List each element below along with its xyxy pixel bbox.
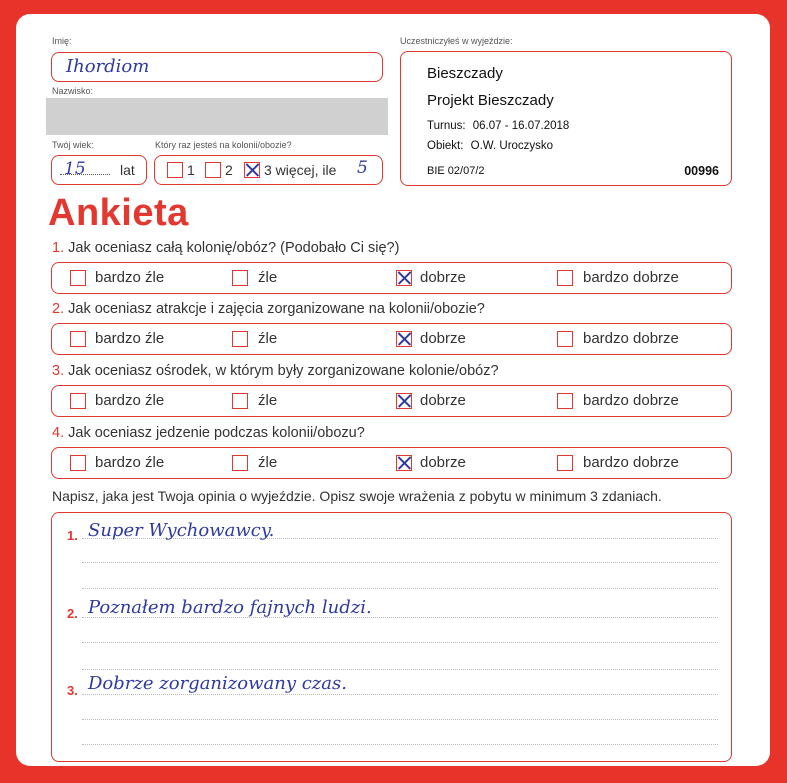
form-number: 00996	[684, 164, 719, 178]
turnus-label: Turnus:	[427, 120, 466, 132]
opinion-2-text: Poznałem bardzo fajnych ludzi.	[88, 597, 372, 618]
question-2-options	[51, 323, 732, 355]
q4-checkbox-bardzo-dobrze[interactable]	[557, 455, 573, 471]
question-1-text: Jak oceniasz całą kolonię/obóz? (Podobało Ci się?)	[68, 240, 400, 256]
writing-line	[82, 744, 718, 745]
q1-option-bardzo-dobrze: bardzo dobrze	[583, 269, 679, 286]
q3-option-bardzo-zle: bardzo źle	[95, 392, 165, 409]
project-name: Projekt Bieszczady	[427, 92, 554, 109]
q4-checkbox-bardzo-zle[interactable]	[70, 455, 86, 471]
writing-line	[82, 642, 718, 643]
opinion-2-number: 2.	[67, 606, 78, 621]
writing-line	[82, 669, 718, 670]
times-label: Który raz jesteś na kolonii/obozie?	[155, 140, 292, 150]
obiekt-value: O.W. Uroczysko	[470, 140, 554, 152]
times-checkbox-3[interactable]	[244, 162, 260, 178]
q2-option-bardzo-zle: bardzo źle	[95, 330, 165, 347]
age-label: Twój wiek:	[52, 140, 94, 150]
opinion-1-number: 1.	[67, 528, 78, 543]
obiekt-label: Obiekt:	[427, 140, 464, 152]
q4-option-dobrze: dobrze	[420, 454, 466, 471]
opinion-prompt: Napisz, jaka jest Twoja opinia o wyjeździe. Opisz swoje wrażenia z pobytu w minimum 3 zdaniach.	[52, 488, 662, 504]
q2-checkbox-bardzo-dobrze[interactable]	[557, 331, 573, 347]
q4-checkbox-dobrze[interactable]	[396, 455, 412, 471]
q4-checkbox-zle[interactable]	[232, 455, 248, 471]
trip-code: BIE 02/07/2	[427, 165, 485, 177]
q3-checkbox-dobrze[interactable]	[396, 393, 412, 409]
question-2-number: 2.	[52, 301, 65, 317]
times-count: 5	[357, 158, 368, 178]
question-3-text: Jak oceniasz ośrodek, w którym były zorganizowane kolonie/obóz?	[68, 363, 499, 379]
q2-option-bardzo-dobrze: bardzo dobrze	[583, 330, 679, 347]
question-1-options	[51, 262, 732, 294]
question-4	[52, 425, 365, 441]
q1-option-zle: źle	[258, 269, 278, 286]
surname-redacted	[46, 98, 388, 135]
q1-checkbox-zle[interactable]	[232, 270, 248, 286]
q4-option-zle: źle	[258, 454, 278, 471]
question-2-text: Jak oceniasz atrakcje i zajęcia zorganizowane na kolonii/obozie?	[68, 301, 485, 317]
question-4-options	[51, 447, 732, 479]
q3-checkbox-bardzo-zle[interactable]	[70, 393, 86, 409]
writing-line	[82, 719, 718, 720]
q1-option-dobrze: dobrze	[420, 269, 466, 286]
survey-title: Ankieta	[48, 192, 189, 234]
opinion-box[interactable]	[51, 512, 732, 762]
question-1	[52, 240, 399, 256]
q4-option-bardzo-zle: bardzo źle	[95, 454, 165, 471]
name-value: Ihordiom	[66, 56, 150, 77]
q2-checkbox-zle[interactable]	[232, 331, 248, 347]
opinion-3-number: 3.	[67, 683, 78, 698]
q3-option-bardzo-dobrze: bardzo dobrze	[583, 392, 679, 409]
q3-option-dobrze: dobrze	[420, 392, 466, 409]
q2-checkbox-bardzo-zle[interactable]	[70, 331, 86, 347]
question-4-text: Jak oceniasz jedzenie podczas kolonii/obozu?	[68, 425, 365, 441]
age-value: 15	[64, 159, 86, 179]
opinion-3-text: Dobrze zorganizowany czas.	[88, 673, 347, 694]
question-3-options	[51, 385, 732, 417]
question-3-number: 3.	[52, 363, 65, 379]
writing-line	[82, 588, 718, 589]
name-field[interactable]	[51, 52, 383, 82]
surname-label: Nazwisko:	[52, 86, 94, 96]
age-unit: lat	[120, 162, 135, 178]
trip-name: Bieszczady	[427, 65, 503, 82]
question-2	[52, 301, 485, 317]
q3-option-zle: źle	[258, 392, 278, 409]
turnus-value: 06.07 - 16.07.2018	[472, 120, 570, 132]
q3-checkbox-bardzo-dobrze[interactable]	[557, 393, 573, 409]
participant-box	[400, 51, 732, 186]
name-label: Imię:	[52, 36, 72, 46]
q1-checkbox-bardzo-dobrze[interactable]	[557, 270, 573, 286]
q2-option-dobrze: dobrze	[420, 330, 466, 347]
times-option-1: 1	[187, 162, 195, 178]
q2-option-zle: źle	[258, 330, 278, 347]
writing-line	[82, 562, 718, 563]
participant-label: Uczestniczyłeś w wyjeździe:	[400, 36, 513, 46]
times-field	[154, 155, 383, 185]
times-checkbox-1[interactable]	[167, 162, 183, 178]
question-4-number: 4.	[52, 425, 65, 441]
question-1-number: 1.	[52, 240, 65, 256]
q4-option-bardzo-dobrze: bardzo dobrze	[583, 454, 679, 471]
age-field[interactable]	[51, 155, 147, 185]
q2-checkbox-dobrze[interactable]	[396, 331, 412, 347]
times-checkbox-2[interactable]	[205, 162, 221, 178]
question-3	[52, 363, 499, 379]
writing-line	[82, 694, 718, 695]
q3-checkbox-zle[interactable]	[232, 393, 248, 409]
times-option-3: 3 więcej, ile	[264, 162, 337, 178]
q1-checkbox-bardzo-zle[interactable]	[70, 270, 86, 286]
opinion-1-text: Super Wychowawcy.	[88, 520, 275, 541]
q1-checkbox-dobrze[interactable]	[396, 270, 412, 286]
q1-option-bardzo-zle: bardzo źle	[95, 269, 165, 286]
times-option-2: 2	[225, 162, 233, 178]
